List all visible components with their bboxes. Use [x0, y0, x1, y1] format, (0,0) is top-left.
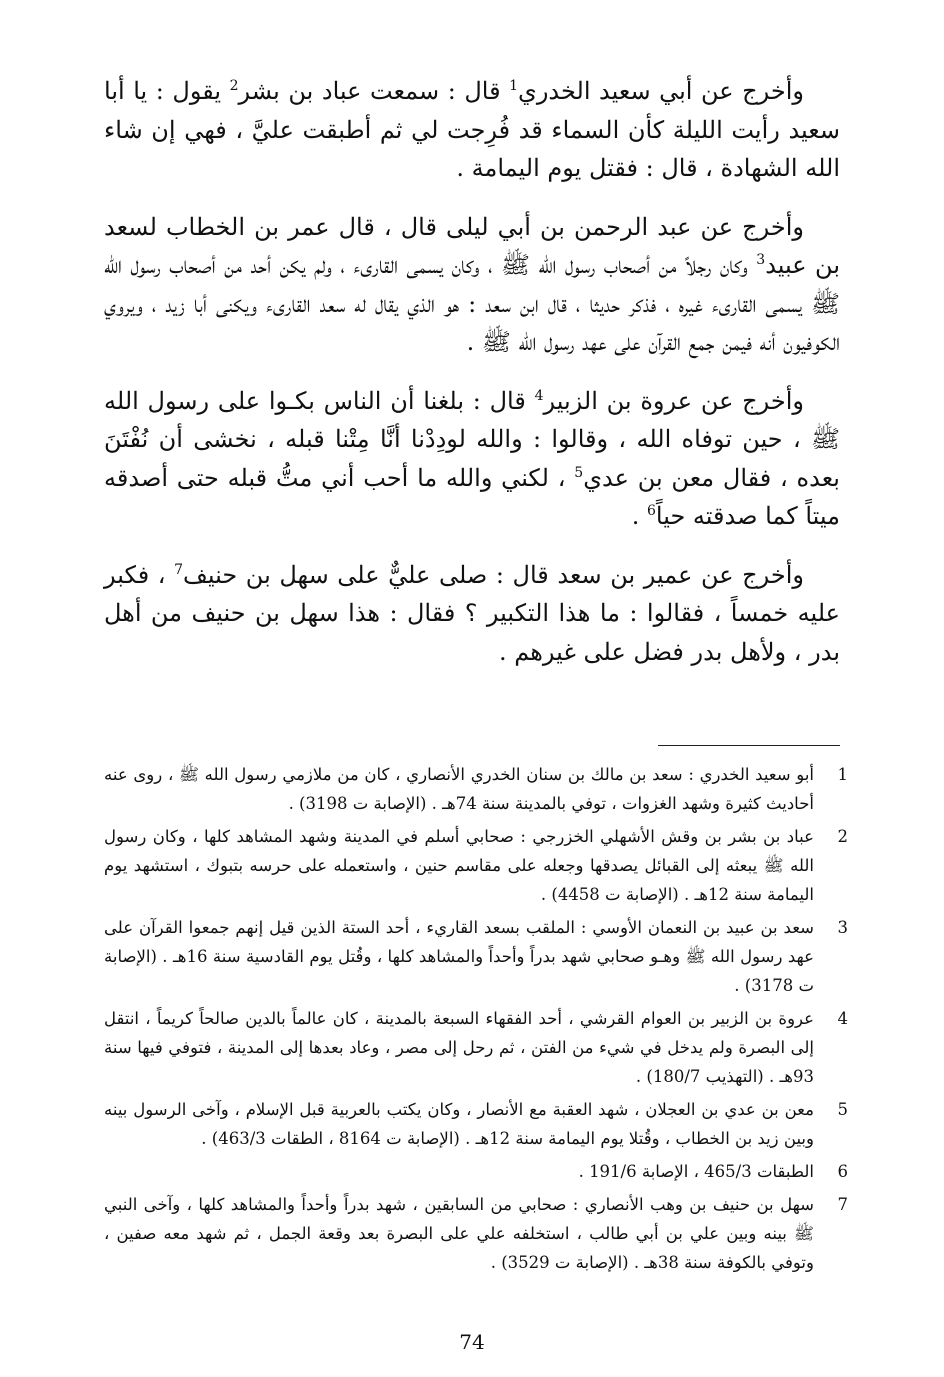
- footnote-4: [104, 1004, 848, 1091]
- main-text: [104, 72, 840, 691]
- paragraph-text: وأخرج عن عمير بن سعد قال : صلى عليٌّ على سهل بن حنيف: [183, 560, 804, 589]
- footnote-7: [104, 1190, 848, 1277]
- paragraph-3: [104, 382, 840, 536]
- footnote-1: [104, 760, 848, 818]
- footnote-text: الطبقات 465/3 ، الإصابة 191/6 .: [578, 1162, 814, 1181]
- paragraph-text: ، فكبر عليه خمساً ، فقالوا : ما هذا التكبير ؟ فقال : هذا سهل بن حنيف من أهل بدر ، ولأهل بدر فضل على غيرهم .: [104, 560, 840, 666]
- footnote-marker: 6: [646, 503, 656, 519]
- footnotes: [104, 760, 848, 1281]
- footnote-2: [104, 822, 848, 909]
- footnote-number: 7: [837, 1195, 848, 1214]
- footnote-separator: [658, 745, 840, 746]
- footnote-number: 1: [837, 765, 848, 784]
- footnote-text: سهل بن حنيف بن وهب الأنصاري : صحابي من السابقين ، شهد بدراً وأحداً والمشاهد كلها ، وآخى النبي ﷺ بينه وبين علي بن أبي طالب ، استخلفه علي على البصرة بعد وقعة الجمل ، ثم شهد معه صفين ، وتوفي بالكوفة سنة 38هـ . (الإصابة ت 3529) .: [104, 1195, 814, 1272]
- footnote-number: 3: [837, 918, 848, 937]
- footnote-text: سعد بن عبيد بن النعمان الأوسي : الملقب بسعد القاريء ، أحد الستة الذين قيل إنهم جمعوا القرآن على عهد رسول الله ﷺ وهـو صحابي شهد بدراً وأحداً والمشاهد كلها ، وقُتل يوم القادسية سنة 16هـ . (الإصابة ت 3178) .: [104, 918, 814, 995]
- footnote-3: [104, 913, 848, 1000]
- footnote-marker: 2: [229, 78, 239, 94]
- paragraph-text: قال : سمعت عباد بن بشر: [238, 77, 510, 105]
- footnote-text: عروة بن الزبير بن العوام القرشي ، أحد الفقهاء السبعة بالمدينة ، كان عالماً بالدين صالحاً كريماً ، انتقل إلى البصرة ولم يدخل في شيء من الفتن ، ثم رحل إلى مصر ، وعاد بعدها إلى المدينة ، فتوفي فيها سنة 93هـ . (التهذيب 180/7) .: [104, 1009, 814, 1086]
- footnote-number: 6: [837, 1162, 848, 1181]
- footnote-marker: 4: [534, 387, 544, 404]
- footnote-number: 2: [837, 827, 848, 846]
- footnote-marker: 5: [574, 464, 584, 481]
- footnote-text: أبو سعيد الخدري : سعد بن مالك بن سنان الخدري الأنصاري ، كان من ملازمي رسول الله ﷺ ، روى عنه أحاديث كثيرة وشهد الغزوات ، توفي بالمدينة سنة 74هـ . (الإصابة ت 3198) .: [104, 765, 814, 813]
- footnote-number: 4: [837, 1009, 848, 1028]
- paragraph-text: وأخرج عن أبي سعيد الخدري: [518, 77, 804, 105]
- footnote-6: [104, 1157, 848, 1186]
- footnote-marker: 1: [509, 78, 519, 94]
- page-number: 74: [459, 1330, 485, 1354]
- footnote-text: معن بن عدي بن العجلان ، شهد العقبة مع الأنصار ، وكان يكتب بالعربية قبل الإسلام ، وآخى الرسول بينه وبين زيد بن الخطاب ، وقُتلا يوم اليمامة سنة 12هـ . (الإصابة ت 8164 ، الطقات 463/3) .: [104, 1100, 814, 1148]
- footnote-number: 5: [837, 1100, 848, 1119]
- paragraph-text: .: [631, 502, 647, 530]
- paragraph-text: يقول : يا أبا سعيد رأيت الليلة كأن السماء قد فُرِجت لي ثم أطبقت عليَّ ، فهي إن شاء الله الشهادة ، قال : فقتل يوم اليمامة .: [104, 77, 840, 182]
- paragraph-text: وأخرج عن عروة بن الزبير: [543, 386, 805, 415]
- paragraph-2: [104, 208, 840, 362]
- footnote-marker: 7: [174, 561, 184, 578]
- paragraph-text: وكان رجلاً من أصحاب رسول الله ﷺ ، وكان يسمى القارىء ، ولم يكن أحد من أصحاب رسول الله ﷺ يسمى القارىء غيره ، فذكر حديثا ، قال ابن سعد : هو الذي يقال له سعد القارىء ويكنى أبا زيد ، ويروي الكوفيون أنه فيمن جمع القرآن على عهد رسول الله ﷺ .: [104, 251, 840, 356]
- paragraph-text: ، لكني والله ما أحب أني متُّ قبله حتى أصدقه ميتاً كما صدقته حياً: [104, 463, 840, 530]
- footnote-text: عباد بن بشر بن وقش الأشهلي الخزرجي : صحابي أسلم في المدينة وشهد المشاهد كلها ، وكان رسول الله ﷺ يبعثه إلى القبائل يصدقها وجعله على مقاسم حنين ، واستعمله على حرسه بتبوك ، استشهد يوم اليمامة سنة 12هـ . (الإصابة ت 4458) .: [104, 827, 814, 904]
- paragraph-4: [104, 556, 840, 672]
- footnote-5: [104, 1095, 848, 1153]
- paragraph-text: قال : بلغنا أن الناس بكـوا على رسول الله ﷺ ، حين توفاه الله ، وقالوا : والله لودِدْنا أنَّا مِتْنا قبله ، نخشى أن نُفْتَنَ بعده ، فقال معن بن عدي: [104, 386, 840, 492]
- footnote-marker: 3: [756, 252, 766, 268]
- paragraph-text: وأخرج عن عبد الرحمن بن أبي ليلى قال ، قال عمر بن الخطاب لسعد بن عبيد: [104, 212, 840, 279]
- paragraph-1: [104, 72, 840, 188]
